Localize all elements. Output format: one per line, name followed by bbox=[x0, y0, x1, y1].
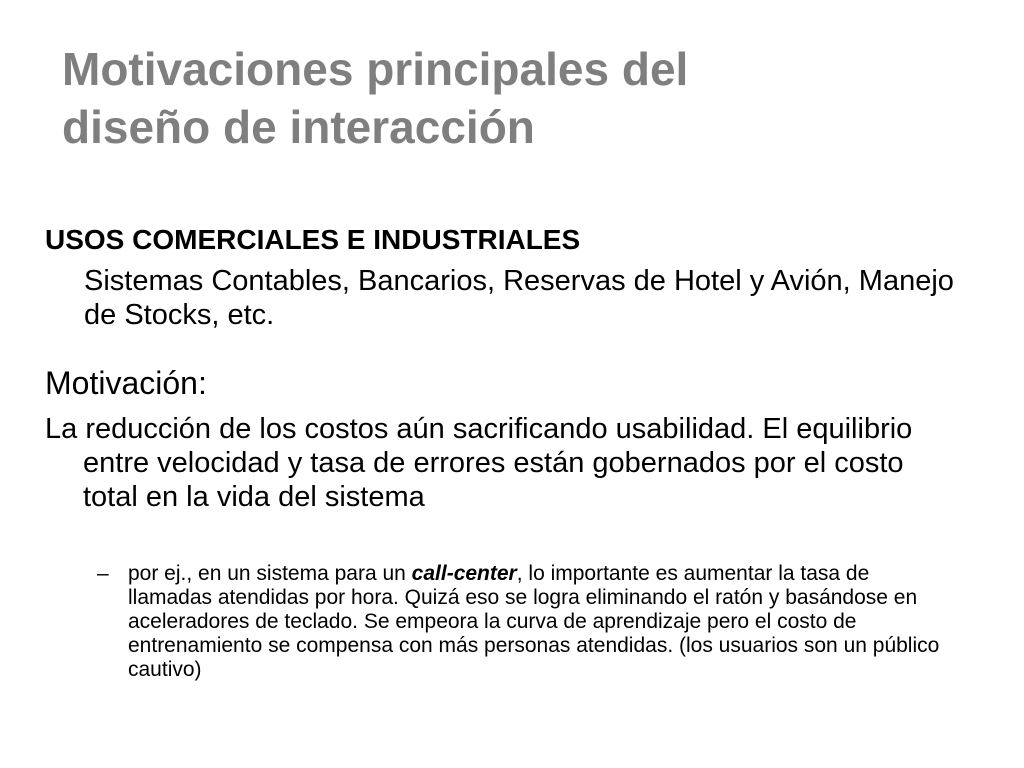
sub-bullet-text-before: por ej., en un sistema para un bbox=[128, 562, 412, 585]
motivacion-text: La reducción de los costos aún sacrificando usabilidad. El equilibrio entre velocidad y tasa de errores están gobernados por el costo total en la vida del sistema bbox=[45, 413, 913, 513]
motivacion-label: Motivación: bbox=[45, 365, 207, 401]
sub-bullet-text bbox=[128, 562, 957, 682]
slide-title bbox=[62, 40, 962, 156]
dash-bullet-icon: – bbox=[97, 562, 109, 585]
sub-bullet-item bbox=[97, 562, 957, 682]
title-line-2: diseño de interacción bbox=[62, 101, 535, 153]
usos-heading: USOS COMERCIALES E INDUSTRIALES bbox=[45, 224, 581, 255]
sub-bullet-text-after: , lo importante es aumentar la tasa de llamadas atendidas por hora. Quizá eso se logra eliminando el ratón y basándose en aceleradores de teclado. Se empeora la curva de aprendizaje pero el costo de entrenamiento se compensa con más personas atendidas. (los usuarios son un público cautivo) bbox=[128, 562, 940, 681]
sub-bullet-emphasis: call-center bbox=[411, 562, 517, 585]
usos-description: Sistemas Contables, Bancarios, Reservas de Hotel y Avión, Manejo de Stocks, etc. bbox=[84, 265, 954, 331]
title-line-1: Motivaciones principales del bbox=[62, 43, 689, 95]
